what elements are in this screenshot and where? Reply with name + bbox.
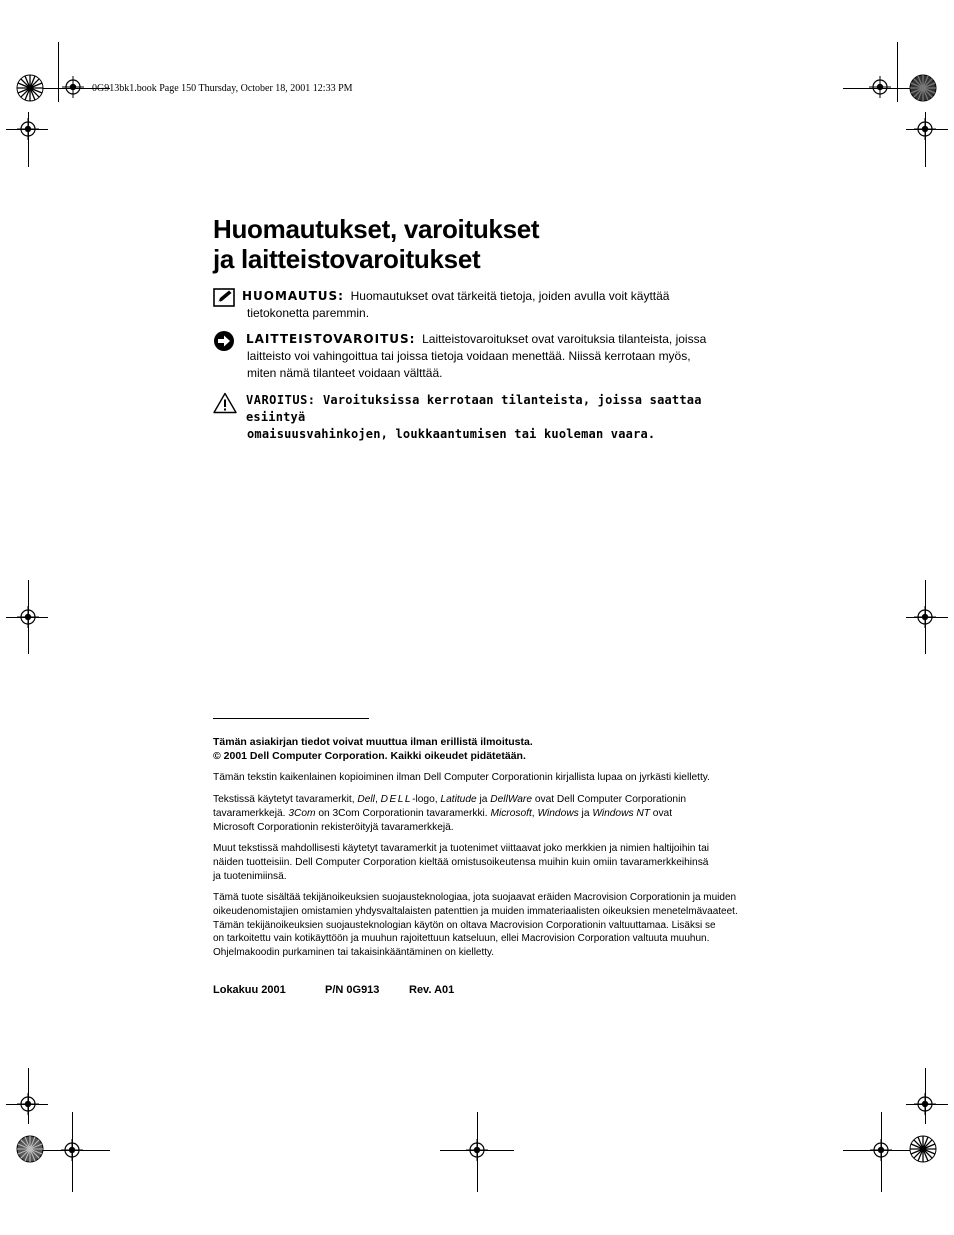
arrow-circle-icon: [213, 331, 235, 353]
hardware-text-3: miten nämä tilanteet voidaan välttää.: [247, 366, 443, 380]
change-notice: [213, 736, 813, 764]
tm-text: ,: [531, 807, 538, 819]
tm-text: Microsoft Corporationin rekisteröityjä tavaramerkkejä.: [213, 821, 454, 833]
starburst-target-icon: [16, 74, 44, 102]
tm-text: ovat Dell Computer Corporationin: [532, 794, 687, 805]
tm-text: ja: [476, 794, 491, 805]
tm-windows-nt: Windows NT: [592, 807, 650, 819]
tm-dell: Dell: [357, 794, 375, 805]
tm-text: ,: [374, 794, 381, 805]
tm-text: ja: [578, 807, 593, 819]
macrovision-notice: [213, 891, 823, 960]
crop-mark-icon: [897, 42, 898, 102]
print-header-info: 0G913bk1.book Page 150 Thursday, October 18, 2001 12:33 PM: [92, 83, 353, 94]
note-text-1: Huomautukset ovat tärkeitä tietoja, joiden avulla voit käyttää: [350, 289, 670, 303]
tm-3com: 3Com: [288, 807, 316, 819]
registration-target-icon: [914, 606, 936, 628]
title-line-2: ja laitteistovaroitukset: [213, 244, 481, 274]
macrovision-line: oikeudenomistajien omistamien yhdysvaltalaisten patenttien ja muiden immateriaalisten oikeuksien menetelmävaateet.: [213, 905, 738, 917]
caution-text-2: omaisuusvahinkojen, loukkaantumisen tai kuoleman vaara.: [247, 427, 656, 441]
tm-text: ovat: [649, 807, 673, 819]
tm-text: Tekstissä käytetyt tavaramerkit,: [213, 794, 358, 805]
tm-microsoft: Microsoft: [490, 807, 532, 819]
copyright-line: © 2001 Dell Computer Corporation. Kaikki oikeudet pidätetään.: [213, 749, 526, 762]
warning-triangle-icon: [213, 392, 237, 414]
registration-target-icon: [62, 76, 84, 98]
registration-target-icon: [914, 1093, 936, 1115]
crop-mark-icon: [58, 42, 59, 102]
footer-date: Lokakuu 2001: [213, 984, 286, 996]
hardware-label: LAITTEISTOVAROITUS:: [246, 332, 416, 346]
macrovision-line: Tämä tuote sisältää tekijänoikeuksien suojausteknologiaa, jota suojaavat eräiden Macrovision Corporationin ja muiden: [213, 892, 737, 903]
tm-text: tavaramerkkejä.: [213, 807, 289, 819]
starburst-target-icon: [16, 1135, 44, 1163]
note-notice: [213, 288, 753, 322]
caution-text-1: Varoituksissa kerrotaan tilanteista, joissa saattaa esiintyä: [246, 393, 702, 424]
trademarks-notice: [213, 793, 813, 834]
registration-target-icon: [61, 1139, 83, 1161]
caution-label: VAROITUS:: [246, 393, 316, 407]
note-label: HUOMAUTUS:: [242, 289, 344, 303]
other-trademarks-notice: [213, 842, 813, 883]
tm-text: -logo,: [412, 794, 441, 805]
tm-dell-logo: DELL: [380, 794, 413, 805]
tm-latitude: Latitude: [440, 794, 477, 805]
registration-target-icon: [17, 1093, 39, 1115]
other-tm-line: ja tuotenimiinsä.: [213, 870, 287, 882]
note-text-2: tietokonetta paremmin.: [247, 306, 370, 320]
other-tm-line: näiden tuotteisiin. Dell Computer Corporation kieltää omistusoikeutensa muihin kuin omiin tavaramerkkeihinsä: [213, 856, 709, 868]
macrovision-line: on tarkoitettu vain kotikäyttöön ja muuhun rajoitettuun katseluun, ellei Macrovision Corporation valtuuta muuhun.: [213, 933, 710, 945]
tm-windows: Windows: [537, 807, 579, 819]
registration-target-icon: [914, 118, 936, 140]
hardware-text-1: Laitteistovaroitukset ovat varoituksia tilanteista, joissa: [422, 332, 707, 346]
section-divider: [213, 718, 369, 719]
page-title: [213, 214, 539, 274]
starburst-target-icon: [909, 1135, 937, 1163]
hardware-text-2: laitteisto voi vahingoittua tai joissa tietoja voidaan menettää. Niissä kerrotaan myös,: [247, 349, 691, 363]
footer-revision: Rev. A01: [409, 984, 455, 996]
reproduction-notice: Tämän tekstin kaikenlainen kopioiminen ilman Dell Computer Corporationin kirjallista lupaa on jyrkästi kielletty.: [213, 772, 710, 783]
registration-target-icon: [17, 118, 39, 140]
tm-dellware: DellWare: [490, 794, 532, 805]
macrovision-line: Ohjelmakoodin purkaminen tai takaisinkääntäminen on kielletty.: [213, 947, 495, 959]
macrovision-line: Tämän tekijänoikeuksien suojausteknologian käytön on oltava Macrovision Corporationin valtuuttamaa. Lisäksi se: [213, 919, 716, 931]
caution-notice: [213, 392, 753, 443]
registration-target-icon: [869, 76, 891, 98]
footer-part-number: P/N 0G913: [325, 984, 380, 996]
registration-target-icon: [17, 606, 39, 628]
tm-text: on 3Com Corporationin tavaramerkki.: [315, 807, 491, 819]
pencil-note-icon: [213, 288, 235, 307]
title-line-1: Huomautukset, varoitukset: [213, 214, 540, 244]
registration-target-icon: [870, 1139, 892, 1161]
document-footer: [213, 984, 454, 996]
other-tm-line: Muut tekstissä mahdollisesti käytetyt tavaramerkit ja tuotenimet viittaavat joko merkkien ja nimien haltijoihin tai: [213, 843, 710, 854]
hardware-notice: [213, 331, 753, 382]
registration-target-icon: [466, 1139, 488, 1161]
change-notice-line: Tämän asiakirjan tiedot voivat muuttua ilman erillistä ilmoitusta.: [213, 736, 533, 748]
starburst-target-icon: [909, 74, 937, 102]
